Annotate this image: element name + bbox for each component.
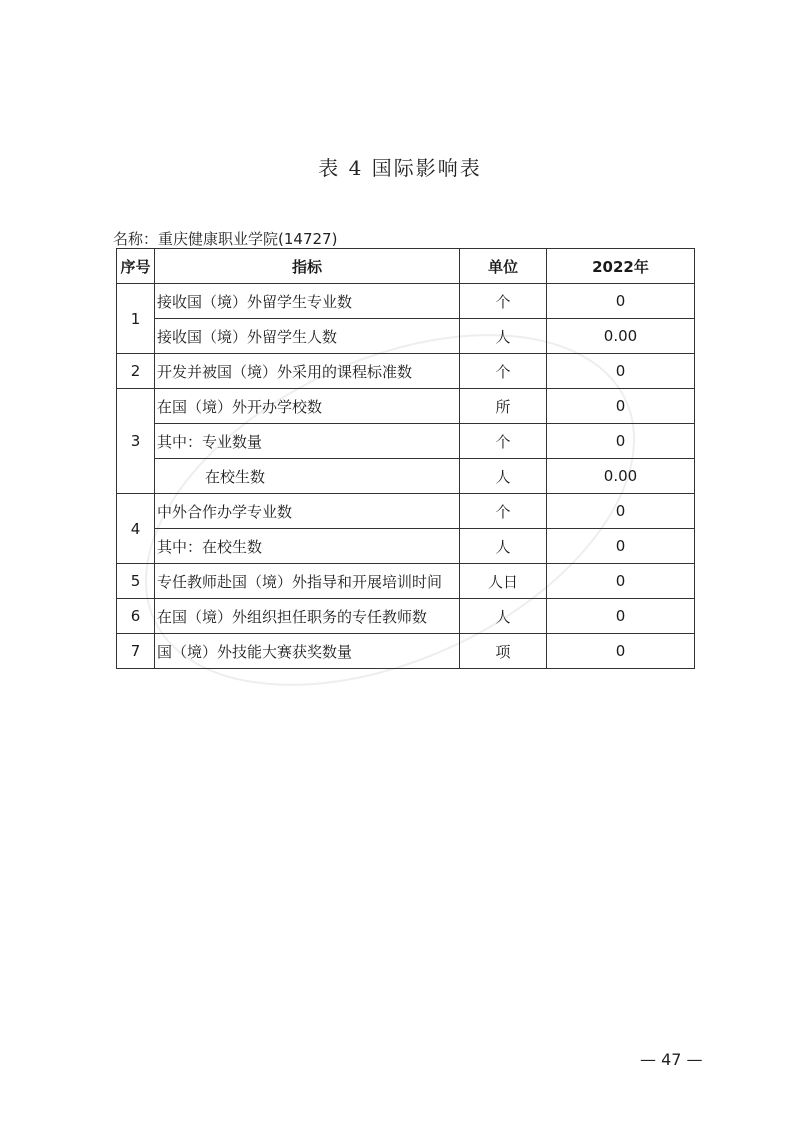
unit-cell: 个 [460,284,547,319]
row-number: 5 [117,564,155,599]
indicator-cell [155,529,460,564]
unit-cell: 人 [460,529,547,564]
value-cell: 0 [547,424,695,459]
indicator-label: 接收国（境）外留学生专业数 [157,292,353,311]
indicator-label: 其中：在校生数 [157,537,263,556]
indicator-label: 国（境）外技能大赛获奖数量 [157,642,353,661]
indicator-cell [155,354,460,389]
table-body [117,284,695,669]
indicator-cell [155,424,460,459]
value-cell: 0 [547,354,695,389]
indicator-label: 开发并被国（境）外采用的课程标准数 [157,362,413,381]
unit-cell: 所 [460,389,547,424]
value-cell: 0.00 [547,319,695,354]
table-row [117,564,695,599]
value-cell: 0 [547,599,695,634]
unit-cell: 人 [460,459,547,494]
indicator-label: 中外合作办学专业数 [157,502,293,521]
table-row [117,319,695,354]
unit-cell: 个 [460,424,547,459]
indicator-cell [155,564,460,599]
table-row [117,284,695,319]
value-cell: 0 [547,634,695,669]
header-year: 2022年 [547,249,695,284]
page-title: 表 4 国际影响表 [318,156,482,180]
header-unit: 单位 [460,249,547,284]
unit-cell: 项 [460,634,547,669]
indicator-label: 在国（境）外开办学校数 [157,397,323,416]
indicator-label: 专任教师赴国（境）外指导和开展培训时间 [157,572,443,591]
value-cell: 0 [547,389,695,424]
indicator-cell [155,284,460,319]
table-row [117,424,695,459]
indicator-cell [155,599,460,634]
indicator-cell [155,494,460,529]
table-row [117,459,695,494]
indicator-label: 其中：专业数量 [157,432,263,451]
row-number: 7 [117,634,155,669]
indicator-cell [155,389,460,424]
table-row [117,634,695,669]
header-indicator: 指标 [155,249,460,284]
indicator-label: 在国（境）外组织担任职务的专任教师数 [157,607,428,626]
international-influence-table [116,248,695,669]
row-number: 1 [117,284,155,354]
unit-cell: 个 [460,354,547,389]
unit-cell: 个 [460,494,547,529]
table-row [117,354,695,389]
unit-cell: 人日 [460,564,547,599]
table-row [117,599,695,634]
value-cell: 0 [547,284,695,319]
indicator-label: 接收国（境）外留学生人数 [157,327,338,346]
value-cell: 0.00 [547,459,695,494]
header-row [117,249,695,284]
table-row [117,389,695,424]
page-number: — 47 — [640,1050,703,1069]
value-cell: 0 [547,564,695,599]
indicator-cell [155,319,460,354]
row-number: 6 [117,599,155,634]
header-no: 序号 [117,249,155,284]
value-cell: 0 [547,494,695,529]
unit-cell: 人 [460,599,547,634]
indicator-cell [155,459,460,494]
row-number: 2 [117,354,155,389]
row-number: 4 [117,494,155,564]
table-row [117,529,695,564]
table-row [117,494,695,529]
table-caption: 名称：重庆健康职业学院(14727) [113,230,338,248]
unit-cell: 人 [460,319,547,354]
indicator-label: 在校生数 [205,467,266,486]
row-number: 3 [117,389,155,494]
value-cell: 0 [547,529,695,564]
indicator-cell [155,634,460,669]
